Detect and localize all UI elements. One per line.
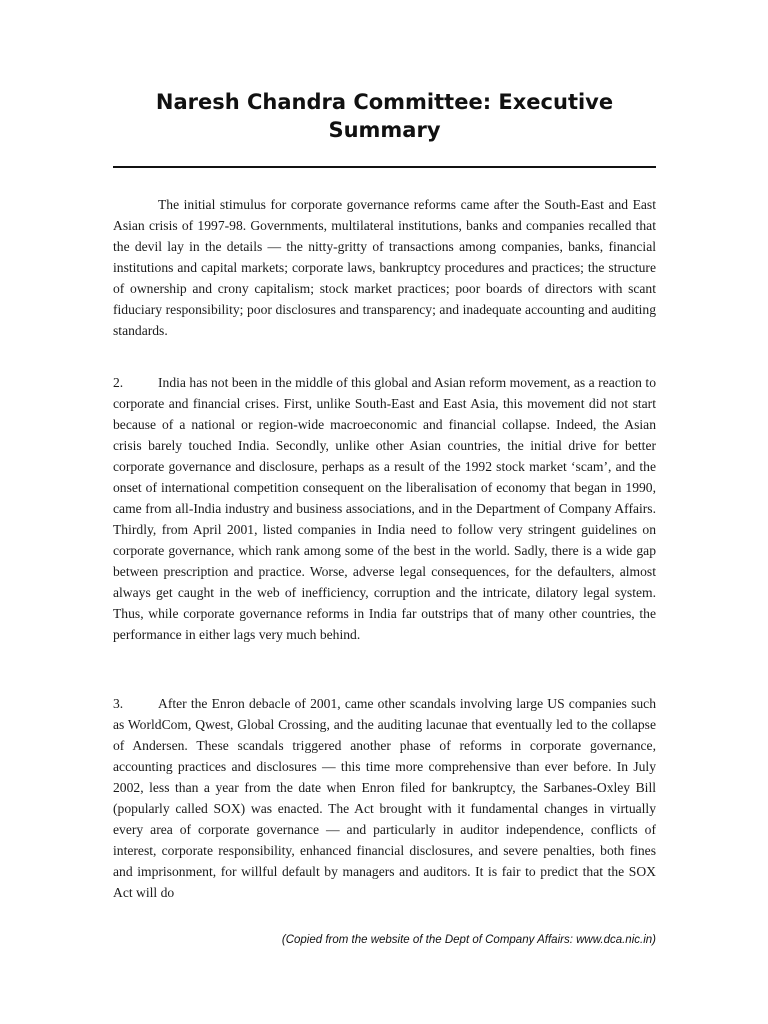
document-title: Naresh Chandra Committee: Executive Summary: [155, 90, 614, 142]
source-footnote: (Copied from the website of the Dept of Company Affairs: www.dca.nic.in): [281, 934, 656, 946]
paragraph-2: [113, 372, 656, 645]
paragraph-2-number: 2.: [113, 375, 124, 390]
paragraph-3-text: After the Enron debacle of 2001, came other scandals involving large US companies such as WorldCom, Qwest, Global Crossing, and the auditing lacunae that eventually led to the collapse of Andersen. These scandals triggered another phase of reforms in corporate governance, accounting practices and disclosures — this time more comprehensive than ever before. In July 2002, less than a year from the date when Enron filed for bankruptcy, the Sarbanes-Oxley Bill (popularly called SOX) was enacted. The Act brought with it fundamental changes in virtually every area of corporate governance — and particularly in auditor independence, conflicts of interest, corporate responsibility, enhanced financial disclosures, and severe penalties, both fines and imprisonment, for willful default by managers and auditors. It is fair to predict that the SOX Act will do: [113, 696, 656, 900]
paragraph-1-text: The initial stimulus for corporate governance reforms came after the South-East and East Asian crisis of 1997-98. Governments, multilateral institutions, banks and companies recalled that the devil lay in the details — the nitty-gritty of transactions among companies, banks, financial institutions and capital markets; corporate laws, bankruptcy procedures and practices; the structure of ownership and crony capitalism; stock market practices; poor boards of directors with scant fiduciary responsibility; poor disclosures and transparency; and inadequate accounting and auditing standards.: [113, 197, 656, 338]
title-divider: [113, 166, 656, 168]
paragraph-3-number: 3.: [113, 696, 124, 711]
paragraph-2-text: India has not been in the middle of this global and Asian reform movement, as a reaction to corporate and financial crises. First, unlike South-East and East Asia, this movement did not start because of a national or region-wide macroeconomic and financial collapse. Indeed, the Asian crisis barely touched India. Secondly, unlike other Asian countries, the initial drive for better corporate governance and disclosure, perhaps as a result of the 1992 stock market ‘scam’, and the onset of international competition consequent on the liberalisation of economy that began in 1990, came from all-India industry and business associations, and in the Department of Company Affairs. Thirdly, from April 2001, listed companies in India need to follow very stringent guidelines on corporate governance, which rank among some of the best in the world. Sadly, there is a wide gap between prescription and practice. Worse, adverse legal consequences, for the defaulters, almost always get caught in the web of inefficiency, corruption and the intricate, dilatory legal system. Thus, while corporate governance reforms in India far outstrips that of many other countries, the performance in either lags very much behind.: [113, 375, 656, 642]
paragraph-1: [113, 194, 656, 341]
paragraph-3: [113, 693, 656, 903]
